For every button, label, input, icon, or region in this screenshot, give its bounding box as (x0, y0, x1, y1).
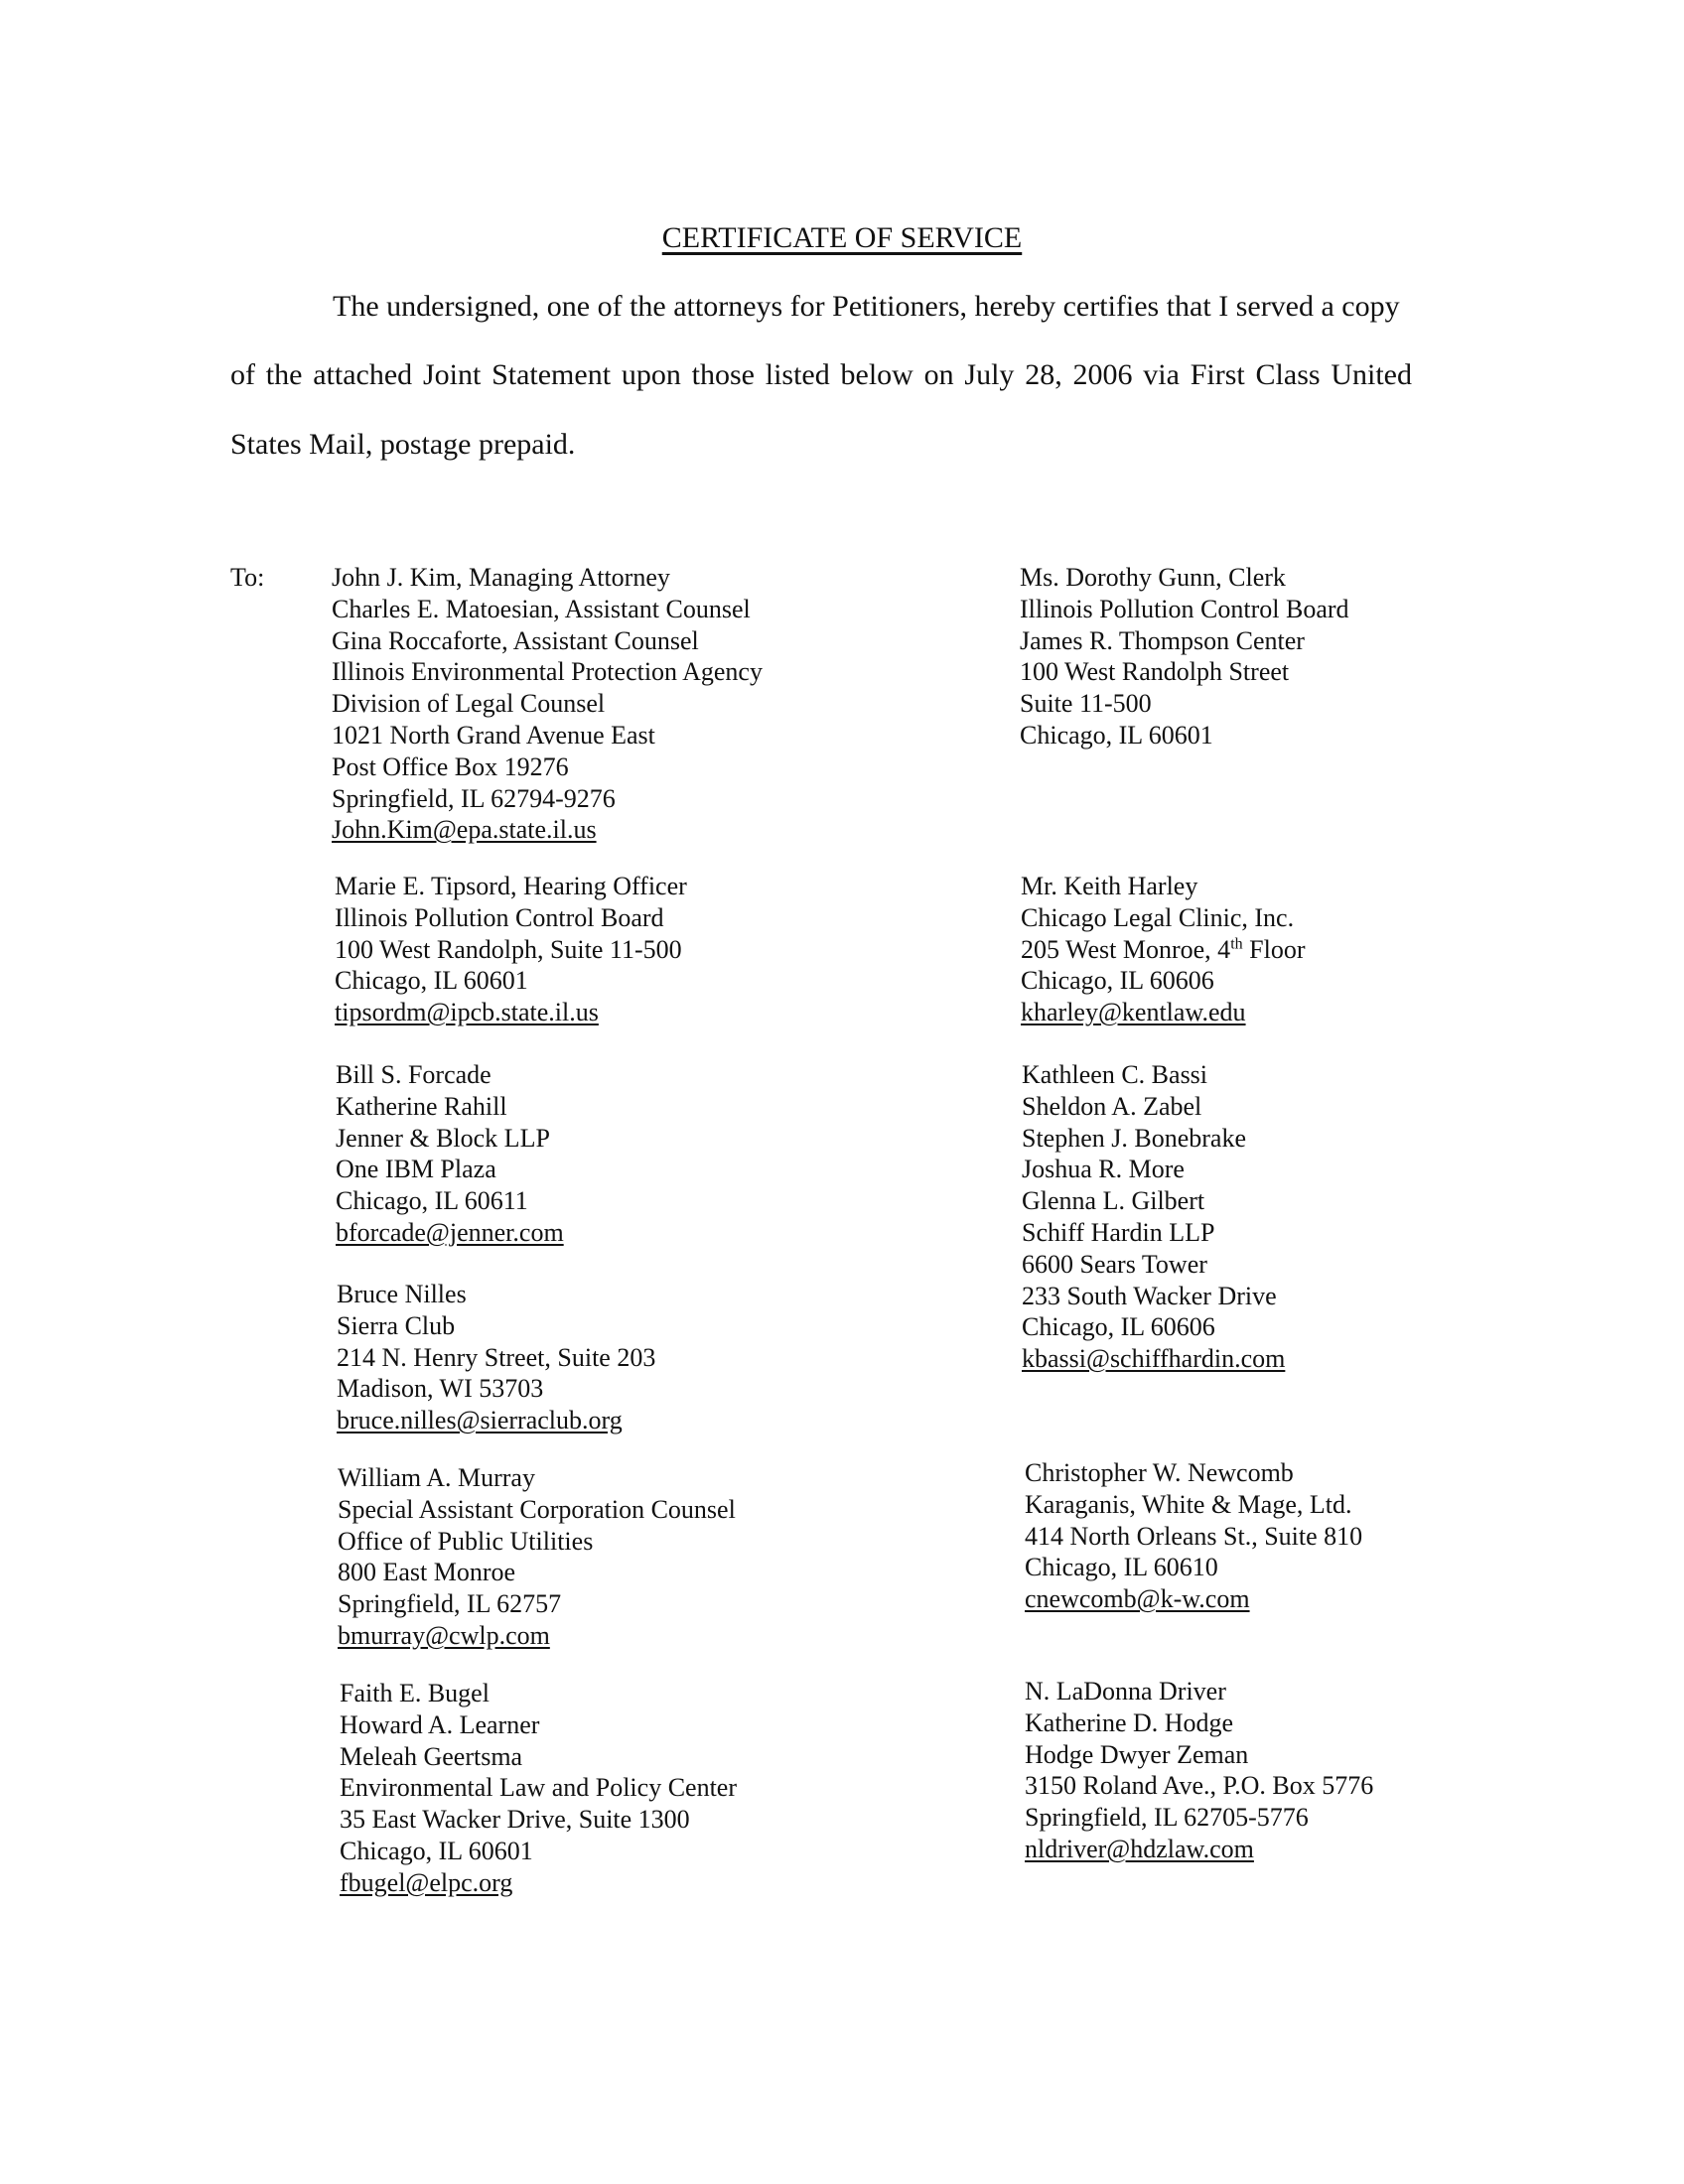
address-line: Ms. Dorothy Gunn, Clerk (1020, 563, 1286, 592)
address-line: 6600 Sears Tower (1022, 1249, 1207, 1279)
address-line: 800 East Monroe (338, 1558, 516, 1587)
address-line: 35 East Wacker Drive, Suite 1300 (340, 1805, 690, 1835)
address-line: Mr. Keith Harley (1021, 872, 1198, 900)
address-line: Jenner & Block LLP (336, 1123, 550, 1153)
address-line: Katherine Rahill (336, 1091, 507, 1121)
address-line: Glenna L. Gilbert (1022, 1186, 1205, 1216)
email-link[interactable]: John.Kim@epa.state.il.us (332, 815, 597, 845)
recipient-block-nilles (337, 1279, 655, 1436)
address-line: Office of Public Utilities (338, 1526, 594, 1556)
address-line: Madison, WI 53703 (337, 1374, 544, 1404)
address-line: Kathleen C. Bassi (1022, 1060, 1208, 1089)
email-link[interactable]: bforcade@jenner.com (336, 1217, 564, 1247)
intro-line-3: States Mail, postage prepaid. (230, 428, 576, 461)
address-line: 1021 North Grand Avenue East (332, 720, 655, 750)
address-line: One IBM Plaza (336, 1155, 496, 1184)
address-line: 214 N. Henry Street, Suite 203 (337, 1342, 656, 1372)
recipient-block-driver (1025, 1676, 1373, 1865)
email-link[interactable]: tipsordm@ipcb.state.il.us (335, 998, 599, 1027)
address-line: Chicago, IL 60611 (336, 1186, 528, 1216)
address-line: Springfield, IL 62794-9276 (332, 783, 616, 813)
address-line: Illinois Pollution Control Board (1020, 594, 1349, 623)
recipient-block-forcade (336, 1059, 564, 1249)
intro-line-1: The undersigned, one of the attorneys for Petitioners, hereby certifies that I served a copy (333, 290, 1400, 323)
intro-paragraph (0, 0, 1684, 516)
address-line: Bruce Nilles (337, 1280, 467, 1308)
recipient-block-il-epa (332, 562, 763, 846)
address-line: 100 West Randolph Street (1020, 657, 1290, 687)
recipient-block-tipsord (335, 871, 687, 1028)
address-line: Illinois Pollution Control Board (335, 902, 664, 932)
email-link[interactable]: kbassi@schiffhardin.com (1022, 1344, 1286, 1374)
address-line: N. LaDonna Driver (1025, 1677, 1226, 1706)
address-line: Special Assistant Corporation Counsel (338, 1494, 736, 1524)
address-line: Chicago, IL 60606 (1021, 966, 1214, 996)
address-line: Stephen J. Bonebrake (1022, 1123, 1247, 1153)
address-line: Hodge Dwyer Zeman (1025, 1739, 1249, 1769)
recipient-block-gunn (1020, 562, 1349, 751)
address-line: Meleah Geertsma (340, 1741, 523, 1771)
address-line: Post Office Box 19276 (332, 751, 569, 781)
title-text: CERTIFICATE OF SERVICE (661, 221, 1023, 254)
address-line: Chicago, IL 60610 (1025, 1553, 1218, 1582)
recipient-block-bugel (340, 1678, 737, 1899)
email-link[interactable]: kharley@kentlaw.edu (1021, 998, 1246, 1027)
address-line: Howard A. Learner (340, 1709, 540, 1739)
address-line: Schiff Hardin LLP (1022, 1217, 1215, 1247)
address-line: 100 West Randolph, Suite 11-500 (335, 934, 682, 964)
address-line: John J. Kim, Managing Attorney (332, 563, 670, 592)
recipient-block-newcomb (1025, 1457, 1362, 1615)
address-line: Chicago, IL 60601 (340, 1836, 533, 1865)
address-line: Division of Legal Counsel (332, 689, 606, 719)
email-link[interactable]: fbugel@elpc.org (340, 1867, 513, 1897)
intro-line-2: of the attached Joint Statement upon those listed below on July 28, 2006 via First Class United (230, 358, 1412, 391)
address-line: Katherine D. Hodge (1025, 1707, 1234, 1737)
address-line: Christopher W. Newcomb (1025, 1458, 1294, 1487)
address-line: Charles E. Matoesian, Assistant Counsel (332, 594, 751, 623)
address-line: Chicago, IL 60601 (1020, 720, 1213, 750)
address-line: 3150 Roland Ave., P.O. Box 5776 (1025, 1771, 1374, 1801)
recipient-block-bassi (1022, 1059, 1285, 1375)
address-line: Marie E. Tipsord, Hearing Officer (335, 872, 687, 900)
address-line: Bill S. Forcade (336, 1060, 491, 1089)
recipient-block-harley (1021, 871, 1305, 1028)
email-link[interactable]: bmurray@cwlp.com (338, 1620, 550, 1650)
address-line: Faith E. Bugel (340, 1679, 490, 1707)
address-line-floor: 205 West Monroe, 4th Floor (1021, 934, 1306, 964)
email-link[interactable]: bruce.nilles@sierraclub.org (337, 1406, 623, 1435)
recipient-block-murray (338, 1462, 736, 1652)
address-line: Chicago, IL 60606 (1022, 1312, 1215, 1342)
address-line: James R. Thompson Center (1020, 625, 1305, 655)
address-line: Joshua R. More (1022, 1155, 1185, 1184)
to-label: To: (230, 563, 265, 592)
address-line: 414 North Orleans St., Suite 810 (1025, 1521, 1363, 1551)
email-link[interactable]: nldriver@hdzlaw.com (1025, 1834, 1254, 1863)
address-line: Chicago Legal Clinic, Inc. (1021, 902, 1295, 932)
address-line: Springfield, IL 62757 (338, 1589, 562, 1619)
address-line: Sheldon A. Zabel (1022, 1091, 1202, 1121)
address-line: Karaganis, White & Mage, Ltd. (1025, 1489, 1352, 1519)
address-line: Gina Roccaforte, Assistant Counsel (332, 625, 699, 655)
address-line: Illinois Environmental Protection Agency (332, 657, 763, 687)
address-line: Environmental Law and Policy Center (340, 1773, 738, 1803)
address-line: Suite 11-500 (1020, 689, 1152, 719)
address-line: Chicago, IL 60601 (335, 966, 528, 996)
address-line: Springfield, IL 62705-5776 (1025, 1803, 1309, 1833)
address-line: 233 South Wacker Drive (1022, 1281, 1277, 1310)
address-line: Sierra Club (337, 1310, 456, 1340)
address-line: William A. Murray (338, 1463, 535, 1492)
email-link[interactable]: cnewcomb@k-w.com (1025, 1584, 1250, 1614)
